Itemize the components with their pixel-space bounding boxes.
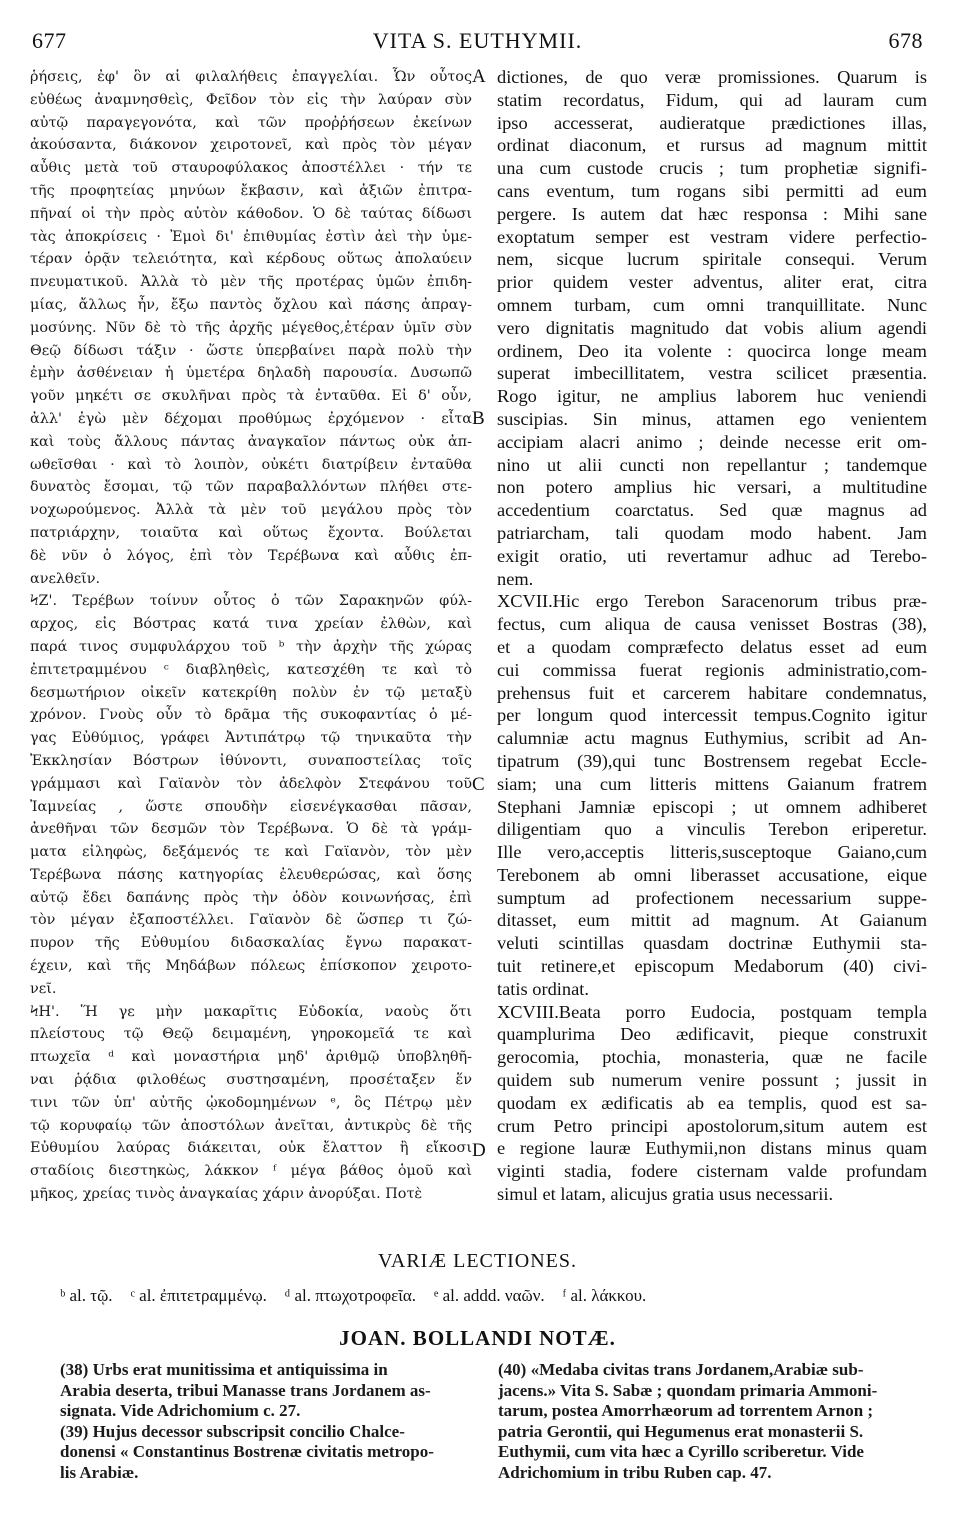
greek-text-line: ϞΗ'. Ἥ γε μὴν μακαρῖτις Εὐδοκία, ναοὺς ὅτι [30,1003,472,1020]
latin-text-line: sumptum ad profectionem necessarium suppe- [497,887,927,908]
latin-text-line: ipso accesserat, audieratque prædictiones illas, [497,112,927,133]
latin-text-line: Stephani Jamniæ episcopi ; ut omnem adhiberet [497,796,927,817]
latin-text-line: siam; una cum litteris mittens Gaianum fratrem [497,773,927,794]
latin-text-line: ditasset, eum mittit ad magnum. At Gaianum [497,910,927,931]
note-line: Adrichomium in tribu Ruben cap. 47. [498,1462,772,1482]
greek-text-line: χρόνον. Γνοὺς οὖν τὸ δρᾶμα τῆς συκοφαντίας ὁ μέ- [30,707,472,724]
latin-text-line: pergere. Is autem dat hæc responsa : Mihi sane [497,203,927,224]
margin-mark-d: D [472,1140,486,1161]
greek-text-line: ἐμὴν ἀσθένειαν ἡ ὑμετέρα δηλαδὴ παρουσία. Δυσωπῶ [30,365,472,382]
page-number-right: 678 [888,28,923,53]
greek-text-line: Ἰαμνείας , ὥστε σπουδὴν εἰσενέγκασθαι πᾶσαν, [30,798,472,815]
note-line: Arabia deserta, tribui Manasse trans Jordanem as- [60,1380,431,1400]
note-line: Euthymii, cum vita hæc a Cyrillo scriberetur. Vide [498,1442,864,1461]
latin-text-line: diligentiam quo a vinculis Terebon eriperetur. [497,819,927,840]
greek-text-line: εὐθέως ἀναμνησθεὶς, Φεῖδον τὸν εἰς τὴν λαύραν σὺν [30,91,472,108]
greek-text-line: πτωχεῖα ᵈ καὶ μοναστήρια μηδ' ἀριθμῷ ὑποβληθῆ- [30,1049,472,1066]
latin-text-column [497,66,927,1206]
latin-text-line: veluti scintillas quasdam doctrinæ Euthymii sta- [497,933,927,954]
greek-text-line: καὶ τοὺς ἄλλους πάντας ἀναγκαῖον πάντως οὐκ ἀπ- [30,433,472,450]
greek-text-line: ματα εἰληφὼς, δεξάμενός τε καὶ Γαϊανὸν, τὸν μὲν [30,844,472,861]
latin-text-line: vero dignitatis magnitudo dat vobis alium agendi [497,317,927,338]
latin-text-line: superat imbecillitatem, vestra scilicet præsentia. [497,363,927,384]
latin-text-line: suscipias. Sin minus, attamen ego venientem [497,408,927,429]
latin-text-line: nem. [497,568,534,589]
variant-reading: ᵉ al. addd. ναῶν. [434,1286,545,1305]
greek-text-line: αὖθις μετὰ τοῦ σταυροφύλακος ἀποστέλλει · τήν τε [30,160,472,177]
greek-text-line: ἀνεθῆναι τῶν δεσμῶν τὸν Τερέβωνα. Ὁ δὲ τὰ γράμ- [30,821,472,838]
greek-text-line: νοχωρούμενος. Ἀλλὰ τὰ μὲν τοῦ μεγάλου πρὸς τὸν [30,502,472,519]
latin-text-line: dictiones, de quo veræ promissiones. Quarum is [497,67,927,87]
greek-text-line: τῆς προφητείας μηνύων ἔκβασιν, καὶ ἀξιῶν ἐπιτρα- [30,182,472,199]
latin-text-line: XCVII.Hic ergo Terebon Saracenorum tribus præ- [497,591,927,612]
latin-text-line: gerocomia, ptochia, monasteria, quæ ne facile [497,1047,927,1068]
latin-text-line: nino ut alii cuncti non repellantur ; tandemque [497,454,927,475]
greek-text-line: έχειν, καὶ τῆς Μηδάβων πόλεως ἐπίσκοπον χειροτο- [30,958,472,975]
latin-text-line: patriarcham, tali quodam modo habent. Jam [497,522,927,543]
latin-text-line: prehensus fuit et carcerem habitare condemnatus, [497,682,927,703]
greek-text-line: Θεῷ δίδωσι τάξιν · ὥστε ὑπερβαίνει παρὰ πολὺ τὴν [30,342,472,359]
latin-text-line: Ille vero,acceptis litteris,susceptoque Gaiano,cum [497,842,927,863]
greek-text-line: σταδίοις διεστηκὼς, λάκκον ᶠ μέγα βάθος ὁμοῦ καὶ [30,1163,472,1180]
latin-text-line: Rogo igitur, ne amplius laborem huc veniendi [497,386,927,407]
latin-text-line: quodam ex ædificatis ab ea templis, quod est sa- [497,1092,927,1113]
note-line: tarum, postea Amorrhæorum ad torrentem Arnon ; [498,1401,874,1420]
latin-text-line: cui commissa fuerat regionis administratio,com- [497,659,927,680]
variant-reading: ᶜ al. ἐπιτετραμμένῳ. [130,1286,267,1305]
latin-text-line: accipiam alacri animo ; deinde necesse erit om- [497,431,927,452]
greek-text-line: πλείστους τῷ Θεῷ δειμαμένη, γηροκομεῖά τε καὶ [30,1026,472,1043]
latin-text-line: simul et latam, alicujus gratia usus necessarii. [497,1184,834,1205]
greek-text-line: μίας, ἄλλως ἦν, ἔξω παντὸς ὄχλου καὶ πάσης ἀπραγ- [30,296,472,313]
variae-lectiones-title: VARIÆ LECTIONES. [378,1250,577,1272]
bollandi-notes-title: JOAN. BOLLANDI NOTÆ. [339,1326,616,1350]
greek-text-line: πνευματικοῦ. Ἀλλὰ τὸ μὲν τῆς προτέρας ὑμῶν ἐπιδη- [30,274,472,291]
margin-mark-b: B [472,408,485,429]
greek-text-line: νεῖ. [30,980,57,997]
greek-text-line: μῆκος, χρείας τινὸς ἀναγκαίας χάριν ἀνορύξαι. Ποτὲ [30,1186,423,1203]
greek-text-line: ϞΖ'. Τερέβων τοίνυν οὗτος ὁ τῶν Σαρακηνῶν φύλ- [30,593,472,610]
greek-text-line: δεσμωτήριον οἰκεῖν κατεκρίθη πολὺν ἐν τῷ μεταξὺ [30,684,472,701]
latin-text-line: quidem sub numerum venire possunt ; jussit in [497,1070,927,1091]
latin-text-line: exoptatum semper est vestram videre perfectio- [497,226,927,247]
greek-text-line: αρχος, εἰς Βόστρας κατά τινα χρείαν ἐλθὼν, καὶ [30,616,472,633]
greek-text-line: ἀκούσαντα, διάκονον χειροτονεῖ, καὶ πρὸς τὸν μέγαν [30,137,472,154]
latin-text-line: viginti stadia, fodere cisternam valde profundam [497,1161,927,1182]
variant-reading: ᵇ al. τῷ. [60,1286,113,1305]
greek-text-line: ωθεῖσθαι · καὶ τὸ λοιπὸν, οὐκέτι διατρίβειν ἐνταῦθα [30,456,472,473]
latin-text-line: tatis ordinat. [497,978,589,999]
greek-text-line: τέραν ὁρᾷν τελειότητα, καὶ κέρδους οὕτως ἀπολαύειν [30,251,472,268]
note-line: jacens.» Vita S. Sabæ ; quondam primaria Ammoni- [498,1380,878,1400]
latin-text-line: fectus, cum aliqua de causa venisset Bostras (38), [497,614,927,635]
greek-text-line: ἀλλ' ἐγὼ μὲν δέχομαι προθύμως ἐρχόμενον · εἶτα [30,410,472,427]
note-line: (38) Urbs erat munitissima et antiquissima in [60,1360,388,1379]
latin-text-line: cans eventum, tum rogans sibi permitti ad eum [497,180,927,201]
note-line: donensi « Constantinus Bostrenæ civitatis metropo- [60,1442,434,1461]
latin-text-line: una cum custode crucis ; tum prophetiæ signifi- [497,158,927,179]
latin-text-line: tuit retinere,et episcopum Medaborum (40) civi- [497,956,927,977]
greek-text-line: δὲ νῦν ὁ λόγος, ἐπὶ τὸν Τερέβωνα καὶ αὖθις ἐπ- [30,547,472,564]
latin-text-line: crum Petro principi apostolorum,situm autem est [497,1115,927,1136]
greek-text-line: τὸν μέγαν ἐξαποστέλλει. Γαϊανὸν δὲ ὥσπερ τι ζώ- [30,912,472,929]
greek-text-line: γας Εὐθύμιος, γράφει Ἀντιπάτρῳ τῷ τηνικαῦτα τὴν [30,730,472,747]
note-line: lis Arabiæ. [60,1462,139,1482]
variant-reading: ᶠ al. λάκκου. [562,1286,647,1305]
greek-text-line: ναι ῥᾴδια φιλοθέως συστησαμένη, προσέταξεν ἕν [30,1072,472,1089]
latin-text-line: Terebonem ab omni liberasset accusatione, eique [497,864,927,885]
margin-mark-a: A [472,66,486,87]
note-line: (39) Hujus decessor subscripsit concilio Chalce- [60,1421,405,1441]
greek-text-line: Εὐθυμίου λαύρας διάκειται, οὐκ ἔλαττον ἢ εἴκοσι [30,1140,472,1157]
greek-text-line: τῷ κορυφαίῳ τῶν ἀποστόλων ἀνεῖται, ἀντικρὺς δὲ τῆς [30,1117,472,1134]
latin-text-line: ordinem, Deo ita volente : quocirca longe meam [497,340,927,361]
greek-text-line: ἐπιτετραμμένου ᶜ διαβληθεὶς, κατεσχέθη τε καὶ τὸ [30,661,472,678]
latin-text-line: ordinat diaconum, et rursus ad magnum mittit [497,135,927,156]
greek-text-line: πατριάρχην, τοιαῦτα καὶ οὕτως ἔχοντα. Βούλεται [30,524,472,541]
greek-text-line: Τερέβωνα πάσης κατηγορίας ἐλευθερώσας, καὶ ὅσης [30,866,472,883]
greek-text-line: αὐτῷ ἔδει δαπάνης πρὸς τὴν ὁδὸν κοινωνήσας, ἐπὶ [30,889,472,906]
latin-text-line: accedentium coarctatus. Sed quæ magnus ad [497,500,927,521]
variae-lectiones-list [60,1286,920,1306]
greek-text-line: μοσύνης. Νῦν δὲ τὸ τῆς ἀρχῆς μέγεθος,ἑτέραν ὑμῖν σὺν [30,319,472,336]
latin-text-line: prior quidem vester adventus, aliter erat, citra [497,272,927,293]
latin-text-line: exigit oratio, uti revertamur adhuc ad Terebo- [497,545,927,566]
note-line: signata. Vide Adrichomium c. 27. [60,1401,301,1420]
greek-text-line: δυνατὸς ἔσομαι, τῷ τῶν παραβαλλόντων πλήθει στε- [30,479,472,496]
greek-text-line: παρά τινος συμφυλάρχου τοῦ ᵇ τὴν ἀρχὴν τῆς χώρας [30,638,472,655]
latin-text-line: non potero amplius hic versari, a multitudine [497,477,927,498]
variant-reading: ᵈ al. πτωχοτροφεῖα. [284,1286,416,1305]
notes-right-column [498,1360,918,1483]
note-line: (40) «Medaba civitas trans Jordanem,Arabiæ sub- [498,1360,864,1379]
greek-text-line: ῥήσεις, ἐφ' ὃν αἱ φιλαλήθεις ἐπαγγελίαι. Ὧν οὗτος [30,69,472,85]
running-title: VITA S. EUTHYMII. [372,28,583,53]
greek-text-line: γράμμασι καὶ Γαϊανὸν τὸν ἀδελφὸν Στεφάνου τοῦ [30,775,472,792]
latin-text-line: tipatrum (39),qui tunc Bostrensem regebat Eccle- [497,750,927,771]
latin-text-line: statim recordatus, Fidum, qui ad lauram cum [497,89,927,110]
page-number-left: 677 [32,28,67,53]
latin-text-line: nem, sicque lucrum spiritale consequi. Verum [497,249,927,270]
greek-text-column [30,66,472,1206]
margin-mark-c: C [472,774,485,795]
latin-text-line: calumniæ actu magnus Euthymius, scribit ad An- [497,728,927,749]
greek-text-line: γοῦν μηκέτι σε σκυλῆναι πρὸς τὰ ἐνταῦθα. Εἰ δ' οὖν, [30,388,472,405]
greek-text-line: πυρον τῆς Εὐθυμίου διδασκαλίας ἔγνω παρακατ- [30,935,472,952]
latin-text-line: omnem turbam, cum omni tranquillitate. Nunc [497,294,927,315]
page-header [32,28,923,56]
latin-text-line: per longum quod intercessit tempus.Cognito igitur [497,705,927,726]
latin-text-line: quamplurima Deo ædificavit, pieque construxit [497,1024,927,1045]
note-line: patria Gerontii, qui Hegumenus erat monasterii S. [498,1421,864,1441]
greek-text-line: τὰς ἀποκρίσεις · Ἐμοὶ δι' ἐπιθυμίας ἐστὶν ἀεὶ τὴν ὑμε- [30,228,472,245]
greek-text-line: πῆναί οἱ τὴν πρὸς αὐτὸν κάθοδον. Ὁ δὲ ταύτας δίδωσι [30,205,472,222]
greek-text-line: ανελθεῖν. [30,570,101,587]
notes-left-column [60,1360,475,1483]
greek-text-line: τινι τῶν ὑπ' αὐτῆς ᾠκοδομημένων ᵉ, ὃς Πέτρῳ μὲν [30,1094,472,1111]
greek-text-line: Ἐκκλησίαν Βόστρων ἰθύνοντι, συναποστείλας τοῖς [30,752,472,769]
latin-text-line: e regione lauræ Euthymii,non distans minus quam [497,1138,927,1159]
greek-text-line: αὐτῷ παραγεγονότα, καὶ τῶν προῤῥήσεων ἐκείνων [30,114,472,131]
latin-text-line: et a quodam compræfecto delatus esset ad eum [497,636,927,657]
latin-text-line: XCVIII.Beata porro Eudocia, postquam templa [497,1001,927,1022]
